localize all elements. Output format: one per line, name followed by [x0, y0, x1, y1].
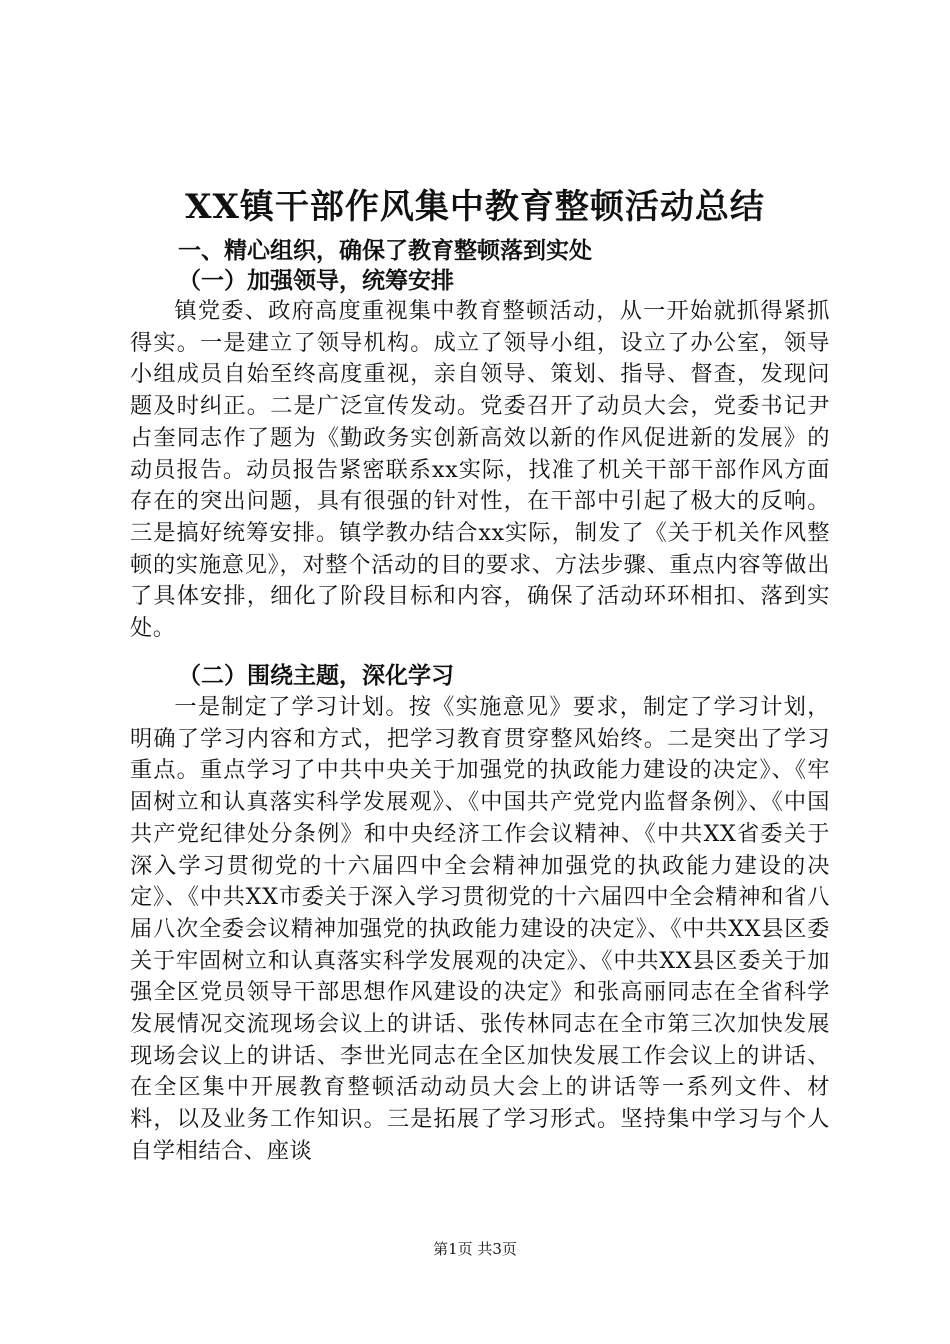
body-paragraph-1: 镇党委、政府高度重视集中教育整顿活动，从一开始就抓得紧抓得实。一是建立了领导机构。成立了领导小组，设立了办公室，领导小组成员自始至终高度重视，亲自领导、策划、指导、督查，发现问题及时纠正。二是广泛宣传发动。党委召开了动员大会，党委书记尹占奎同志作了题为《勤政务实创新高效以新的作风促进新的发展》的动员报告。动员报告紧密联系xx实际，找准了机关干部干部作风方面存在的突出问题，具有很强的针对性，在干部中引起了极大的反响。三是搞好统筹安排。镇学教办结合xx实际，制发了《关于机关作风整顿的实施意见》，对整个活动的目的要求、方法步骤、重点内容等做出了具体安排，细化了阶段目标和内容，确保了活动环环相扣、落到实处。	[130, 298, 830, 642]
body-paragraph-2: 一是制定了学习计划。按《实施意见》要求，制定了学习计划，明确了学习内容和方式，把学习教育贯穿整风始终。二是突出了学习重点。重点学习了中共中央关于加强党的执政能力建设的决定》、《牢固树立和认真落实科学发展观》、《中国共产党党内监督条例》、《中国共产党纪律处分条例》和中央经济工作会议精神、《中共XX省委关于深入学习贯彻党的十六届四中全会精神加强党的执政能力建设的决定》、《中共XX市委关于深入学习贯彻党的十六届四中全会精神和省八届八次全委会议精神加强党的执政能力建设的决定》、《中共XX县区委关于牢固树立和认真落实科学发展观的决定》、《中共XX县区委关于加强全区党员领导干部思想作风建设的决定》和张高丽同志在全省科学发展情况交流现场会议上的讲话、张传林同志在全市第三次加快发展现场会议上的讲话、李世光同志在全区加快发展工作会议上的讲话、在全区集中开展教育整顿活动动员大会上的讲话等一系列文件、材料，以及业务工作知识。三是拓展了学习形式。坚持集中学习与个人自学相结合、座谈	[130, 694, 830, 1164]
subsection-heading-2: （二）围绕主题，深化学习	[178, 663, 454, 689]
section-heading-1: 一、精心组织，确保了教育整顿落到实处	[178, 238, 592, 264]
page-footer: 第1页 共3页	[433, 1240, 517, 1258]
document-title: XX镇干部作风集中教育整顿活动总结	[185, 187, 765, 227]
subsection-heading-1: （一）加强领导，统筹安排	[178, 268, 454, 294]
